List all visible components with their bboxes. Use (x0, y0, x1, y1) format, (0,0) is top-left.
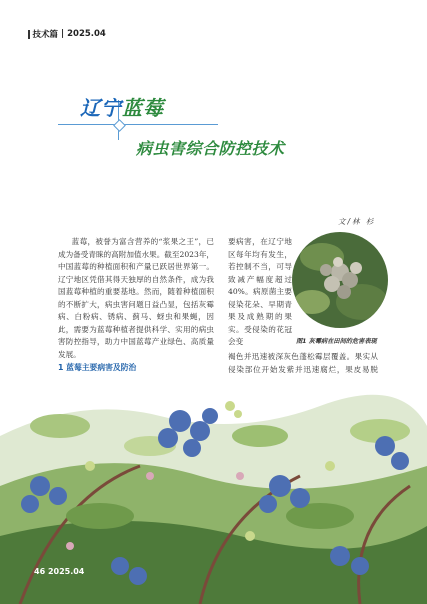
header-section: 技术篇 (32, 30, 59, 40)
intro-paragraph: 蓝莓，被誉为富含营养的“浆果之王”，已成为备受青睐的高附加值水果。截至2023年，中国蓝莓的种植面积和产量已跃居世界第一。辽宁地区凭借其得天独厚的自然条件，成为我国蓝莓种植的重要基地。然而，随着种植面积的不断扩大，病虫害问题日益凸显，包括灰霉病、白粉病、锈病、蓟马、蚜虫和果蝇，因此，需要为蓝莓种植者提供科学、实用的病虫害防控指导，助力中国蓝莓产业绿色、高质量发展。 (58, 237, 215, 359)
footer-issue: 2025.04 (47, 567, 85, 576)
header-bar (28, 30, 30, 39)
header-divider: | (61, 29, 65, 39)
article-title (80, 92, 164, 121)
right-text-top: 要病害，在辽宁地区每年均有发生，若控制不当，可导致减产幅度超过40%。病原菌主要侵染花朵、早期青果及成熟期的果实。受侵染的花冠会变 (228, 237, 292, 346)
title-diamond-ornament (113, 119, 126, 132)
title-part2: 蓝莓 (122, 96, 164, 120)
section-number: 1 (58, 363, 64, 372)
page-footer (34, 567, 84, 576)
article-subtitle: 病虫害综合防控技术 (136, 139, 285, 158)
title-part1: 辽宁 (80, 96, 122, 120)
right-column-top (228, 236, 292, 349)
figure-caption: 图1 灰霉病在田间的危害表现 (296, 338, 377, 345)
author-byline: 文/林 杉 (338, 217, 376, 226)
title-rule-horizontal (58, 124, 218, 125)
header-issue: 2025.04 (67, 29, 106, 39)
page-number: 46 (34, 567, 46, 576)
section-heading (58, 362, 214, 375)
gray-mold-photo (292, 232, 388, 328)
right-text-bottom: 褐色并迅速被深灰色蓬松霉层覆盖。果实从侵染部位开始发紫并迅速腐烂，果皮易脱 (228, 352, 378, 374)
page-header (28, 28, 106, 40)
section-title: 蓝莓主要病害及防治 (66, 363, 137, 372)
